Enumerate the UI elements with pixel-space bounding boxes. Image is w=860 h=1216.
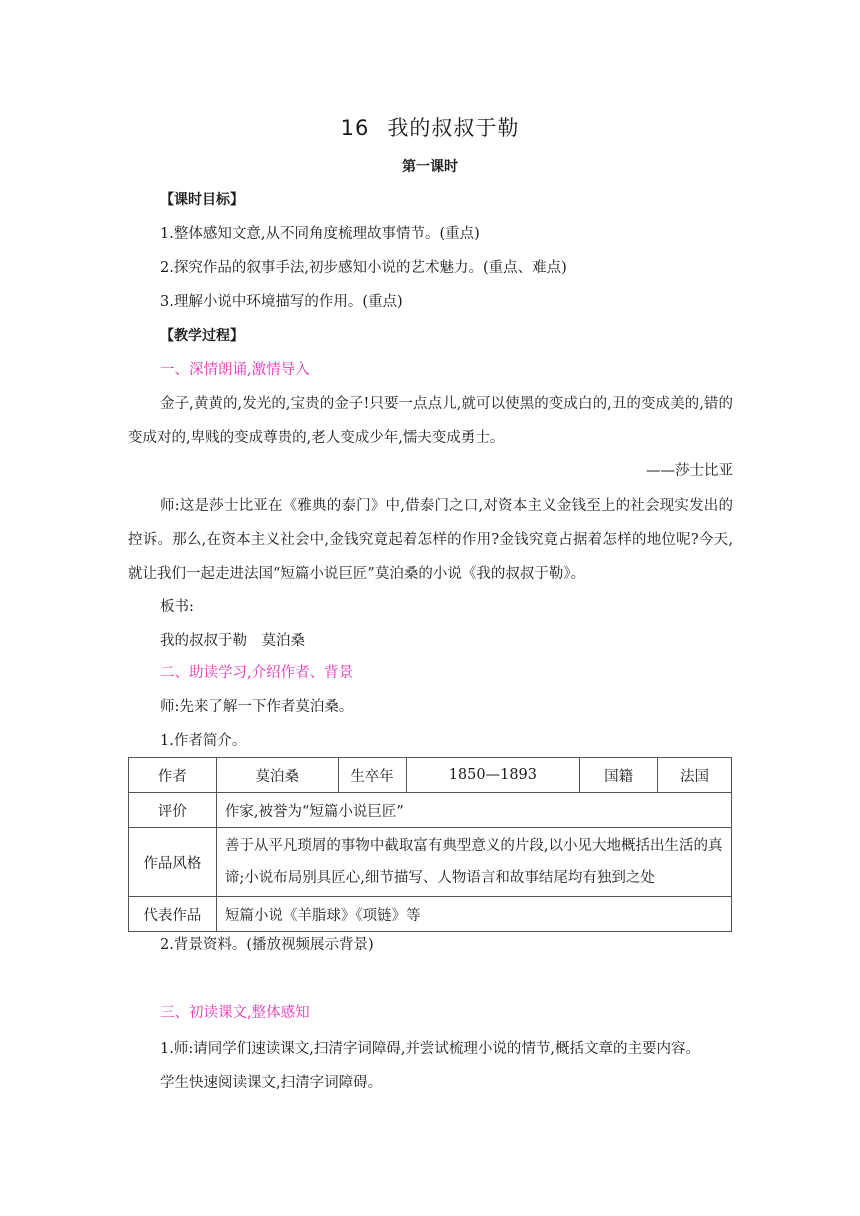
section-heading: 一、深情朗诵,激情导入 xyxy=(160,362,310,378)
background-item: 2.背景资料。(播放视频展示背景) xyxy=(160,937,374,953)
board-content: 我的叔叔于勒 莫泊桑 xyxy=(160,633,305,649)
author-intro-item: 1.作者简介。 xyxy=(160,733,247,749)
table-cell: 作品风格 xyxy=(129,828,217,897)
teacher-intro: 师:先来了解一下作者莫泊桑。 xyxy=(160,699,354,715)
author-info-table xyxy=(128,757,732,932)
table-cell: 法国 xyxy=(658,758,732,793)
table-cell: 作家,被誉为“短篇小说巨匠” xyxy=(216,793,731,828)
lesson-title-text: 我的叔叔于勒 xyxy=(387,116,520,140)
teacher-paragraph: 师:这是莎士比亚在《雅典的泰门》中,借泰门之口,对资本主义金钱至上的社会现实发出的控诉。那么,在资本主义社会中,金钱究竟起着怎样的作用?金钱究竟占据着怎样的地位呢?今天,就让我们一起走进法国“短篇小说巨匠”莫泊桑的小说《我的叔叔于勒》。 xyxy=(128,498,733,582)
table-row xyxy=(129,828,732,897)
table-cell: 国籍 xyxy=(580,758,658,793)
lesson-subtitle: 第一课时 xyxy=(402,159,458,175)
lesson-title xyxy=(0,112,860,142)
table-cell: 生卒年 xyxy=(338,758,406,793)
table-cell: 评价 xyxy=(129,793,217,828)
objectives-heading: 【课时目标】 xyxy=(160,192,244,208)
objective-item: 2.探究作品的叙事手法,初步感知小说的艺术魅力。(重点、难点) xyxy=(160,260,567,276)
reading-instruction: 1.师:请同学们速读课文,扫清字词障碍,并尝试梳理小说的情节,概括文章的主要内容。 xyxy=(160,1041,701,1057)
table-cell: 1850—1893 xyxy=(406,758,580,793)
quote-author: ——莎士比亚 xyxy=(646,463,733,479)
table-row xyxy=(129,897,732,932)
objective-item: 1.整体感知文意,从不同角度梳理故事情节。(重点) xyxy=(160,226,480,242)
table-row xyxy=(129,793,732,828)
table-cell: 善于从平凡琐屑的事物中截取富有典型意义的片段,以小见大地概括出生活的真谛;小说布局别具匠心,细节描写、人物语言和故事结尾均有独到之处 xyxy=(216,828,731,897)
section-heading: 二、助读学习,介绍作者、背景 xyxy=(160,665,354,681)
table-cell: 莫泊桑 xyxy=(216,758,338,793)
process-heading: 【教学过程】 xyxy=(160,328,244,344)
student-activity: 学生快速阅读课文,扫清字词障碍。 xyxy=(160,1075,383,1091)
table-cell: 代表作品 xyxy=(129,897,217,932)
table-cell: 短篇小说《羊脂球》《项链》等 xyxy=(216,897,731,932)
table-cell: 作者 xyxy=(129,758,217,793)
lesson-number: 16 xyxy=(340,116,370,140)
objective-item: 3.理解小说中环境描写的作用。(重点) xyxy=(160,294,403,310)
section-heading: 三、初读课文,整体感知 xyxy=(160,1005,310,1021)
quote-paragraph: 金子,黄黄的,发光的,宝贵的金子!只要一点点儿,就可以使黑的变成白的,丑的变成美的,错的变成对的,卑贱的变成尊贵的,老人变成少年,懦夫变成勇士。 xyxy=(128,396,733,446)
board-label: 板书: xyxy=(160,599,194,615)
table-row xyxy=(129,758,732,793)
